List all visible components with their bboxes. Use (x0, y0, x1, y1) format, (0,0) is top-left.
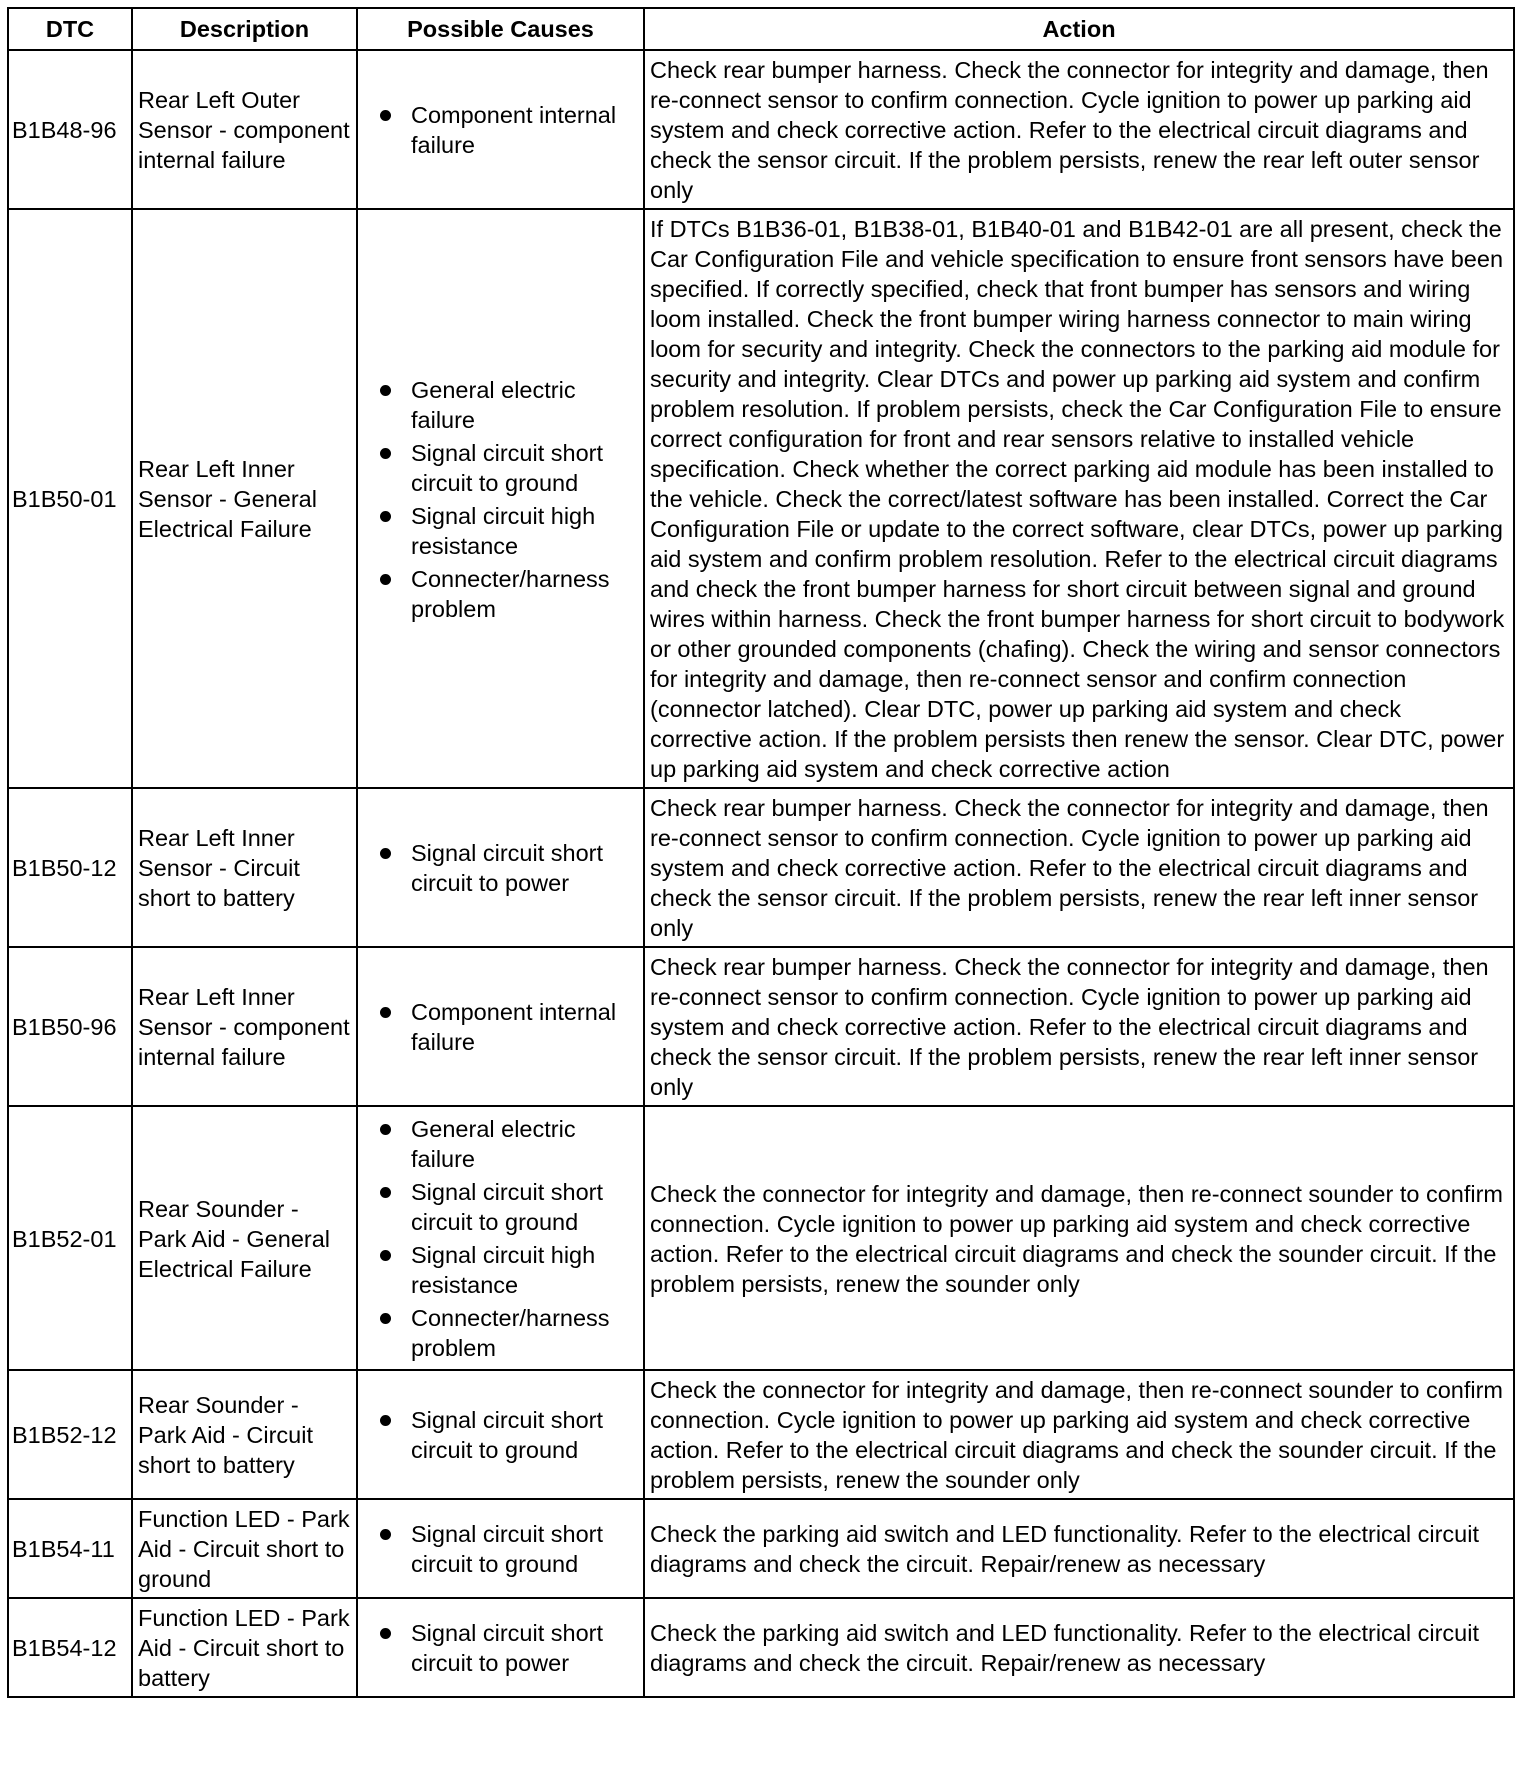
bullet-icon (380, 1415, 391, 1426)
cause-text: Signal circuit short circuit to ground (411, 1521, 603, 1577)
causes-list (378, 375, 639, 624)
header-possible-causes: Possible Causes (357, 8, 644, 50)
list-item (378, 438, 639, 498)
dtc-code-cell: B1B50-01 (8, 209, 132, 788)
possible-causes-cell (357, 209, 644, 788)
table-header (8, 8, 1514, 50)
bullet-icon (380, 1250, 391, 1261)
dtc-code-cell: B1B52-12 (8, 1370, 132, 1499)
header-row (8, 8, 1514, 50)
bullet-icon (380, 1124, 391, 1135)
bullet-icon (380, 848, 391, 859)
action-cell: Check rear bumper harness. Check the connector for integrity and damage, then re-connect sensor to confirm connection. Cycle ignition to power up parking aid system and check corrective action. Refer to the electrical circuit diagrams and check the sensor circuit. If the problem persists, renew the rear left inner sensor only (644, 947, 1514, 1106)
list-item (378, 1519, 639, 1579)
dtc-table (7, 7, 1515, 1698)
description-cell: Rear Sounder - Park Aid - General Electrical Failure (132, 1106, 357, 1370)
bullet-icon (380, 1007, 391, 1018)
table-row (8, 1106, 1514, 1370)
cause-text: Signal circuit short circuit to power (411, 1620, 603, 1676)
list-item (378, 1303, 639, 1363)
bullet-icon (380, 574, 391, 585)
dtc-code-cell: B1B54-12 (8, 1598, 132, 1697)
table-body (8, 50, 1514, 1697)
causes-list (378, 1405, 639, 1465)
cause-text: Signal circuit high resistance (411, 502, 596, 559)
list-item (378, 564, 639, 624)
description-cell: Rear Sounder - Park Aid - Circuit short to battery (132, 1370, 357, 1499)
cause-text: Signal circuit short circuit to power (411, 840, 603, 896)
possible-causes-cell (357, 947, 644, 1106)
list-item (378, 1240, 639, 1300)
table-row (8, 947, 1514, 1106)
action-cell: Check the connector for integrity and damage, then re-connect sounder to confirm connection. Cycle ignition to power up parking aid system and check corrective action. Refer to the electrical circuit diagrams and check the sounder circuit. If the problem persists, renew the sounder only (644, 1370, 1514, 1499)
causes-list (378, 997, 639, 1057)
description-cell: Rear Left Outer Sensor - component internal failure (132, 50, 357, 209)
description-cell: Rear Left Inner Sensor - Circuit short to battery (132, 788, 357, 947)
bullet-icon (380, 110, 391, 121)
cause-text: Connecter/harness problem (411, 1305, 610, 1361)
cause-text: Component internal failure (411, 999, 617, 1055)
bullet-icon (380, 1529, 391, 1540)
dtc-code-cell: B1B52-01 (8, 1106, 132, 1370)
bullet-icon (380, 385, 391, 396)
list-item (378, 1405, 639, 1465)
action-cell: Check the parking aid switch and LED functionality. Refer to the electrical circuit diagrams and check the circuit. Repair/renew as necessary (644, 1598, 1514, 1697)
cause-text: General electric failure (411, 376, 576, 433)
possible-causes-cell (357, 1370, 644, 1499)
possible-causes-cell (357, 50, 644, 209)
causes-list (378, 838, 639, 898)
list-item (378, 838, 639, 898)
action-cell: Check rear bumper harness. Check the connector for integrity and damage, then re-connect sensor to confirm connection. Cycle ignition to power up parking aid system and check corrective action. Refer to the electrical circuit diagrams and check the sensor circuit. If the problem persists, renew the rear left inner sensor only (644, 788, 1514, 947)
table-row (8, 1370, 1514, 1499)
description-cell: Function LED - Park Aid - Circuit short to ground (132, 1499, 357, 1598)
action-cell: Check the connector for integrity and damage, then re-connect sounder to confirm connection. Cycle ignition to power up parking aid system and check corrective action. Refer to the electrical circuit diagrams and check the sounder circuit. If the problem persists, renew the sounder only (644, 1106, 1514, 1370)
list-item (378, 1114, 639, 1174)
cause-text: Component internal failure (411, 102, 617, 158)
cause-text: General electric failure (411, 1116, 576, 1172)
dtc-code-cell: B1B54-11 (8, 1499, 132, 1598)
table-row (8, 50, 1514, 209)
header-description: Description (132, 8, 357, 50)
bullet-icon (380, 1313, 391, 1324)
cause-text: Signal circuit short circuit to ground (411, 439, 603, 496)
action-cell: If DTCs B1B36-01, B1B38-01, B1B40-01 and B1B42-01 are all present, check the Car Configuration File and vehicle specification to ensure front sensors have been specified. If correctly specified, check that front bumper has sensors and wiring loom installed. Check the front bumper wiring harness connector to main wiring loom for security and integrity. Check the connectors to the parking aid module for security and integrity. Clear DTCs and power up parking aid system and confirm problem resolution. If problem persists, check the Car Configuration File to ensure correct configuration for front and rear sensors relative to installed vehicle specification. Check whether the correct parking aid module has been installed to the vehicle. Check the correct/latest software has been installed. Correct the Car Configuration File or update to the correct software, clear DTCs, power up parking aid system and confirm problem resolution. Refer to the electrical circuit diagrams and check the front bumper harness for short circuit between signal and ground wires within harness. Check the front bumper harness for short circuit to bodywork or other grounded components (chafing). Check the wiring and sensor connectors for integrity and damage, then re-connect sensor and confirm connection (connector latched). Clear DTC, power up parking aid system and check corrective action. If the problem persists then renew the sensor. Clear DTC, power up parking aid system and check corrective action (644, 209, 1514, 788)
list-item (378, 100, 639, 160)
cause-text: Connecter/harness problem (411, 565, 610, 622)
header-dtc: DTC (8, 8, 132, 50)
cause-text: Signal circuit high resistance (411, 1242, 596, 1298)
bullet-icon (380, 1628, 391, 1639)
dtc-code-cell: B1B50-12 (8, 788, 132, 947)
causes-list (378, 100, 639, 160)
bullet-icon (380, 1187, 391, 1198)
list-item (378, 1618, 639, 1678)
action-cell: Check the parking aid switch and LED functionality. Refer to the electrical circuit diagrams and check the circuit. Repair/renew as necessary (644, 1499, 1514, 1598)
list-item (378, 501, 639, 561)
list-item (378, 375, 639, 435)
cause-text: Signal circuit short circuit to ground (411, 1407, 603, 1463)
dtc-code-cell: B1B48-96 (8, 50, 132, 209)
causes-list (378, 1114, 639, 1363)
dtc-code-cell: B1B50-96 (8, 947, 132, 1106)
action-cell: Check rear bumper harness. Check the connector for integrity and damage, then re-connect sensor to confirm connection. Cycle ignition to power up parking aid system and check corrective action. Refer to the electrical circuit diagrams and check the sensor circuit. If the problem persists, renew the rear left outer sensor only (644, 50, 1514, 209)
possible-causes-cell (357, 1598, 644, 1697)
list-item (378, 1177, 639, 1237)
description-cell: Function LED - Park Aid - Circuit short to battery (132, 1598, 357, 1697)
cause-text: Signal circuit short circuit to ground (411, 1179, 603, 1235)
description-cell: Rear Left Inner Sensor - General Electrical Failure (132, 209, 357, 788)
table-row (8, 1499, 1514, 1598)
table-row (8, 209, 1514, 788)
table-row (8, 1598, 1514, 1697)
bullet-icon (380, 448, 391, 459)
possible-causes-cell (357, 1106, 644, 1370)
possible-causes-cell (357, 788, 644, 947)
header-action: Action (644, 8, 1514, 50)
causes-list (378, 1618, 639, 1678)
bullet-icon (380, 511, 391, 522)
description-cell: Rear Left Inner Sensor - component internal failure (132, 947, 357, 1106)
list-item (378, 997, 639, 1057)
table-row (8, 788, 1514, 947)
causes-list (378, 1519, 639, 1579)
possible-causes-cell (357, 1499, 644, 1598)
